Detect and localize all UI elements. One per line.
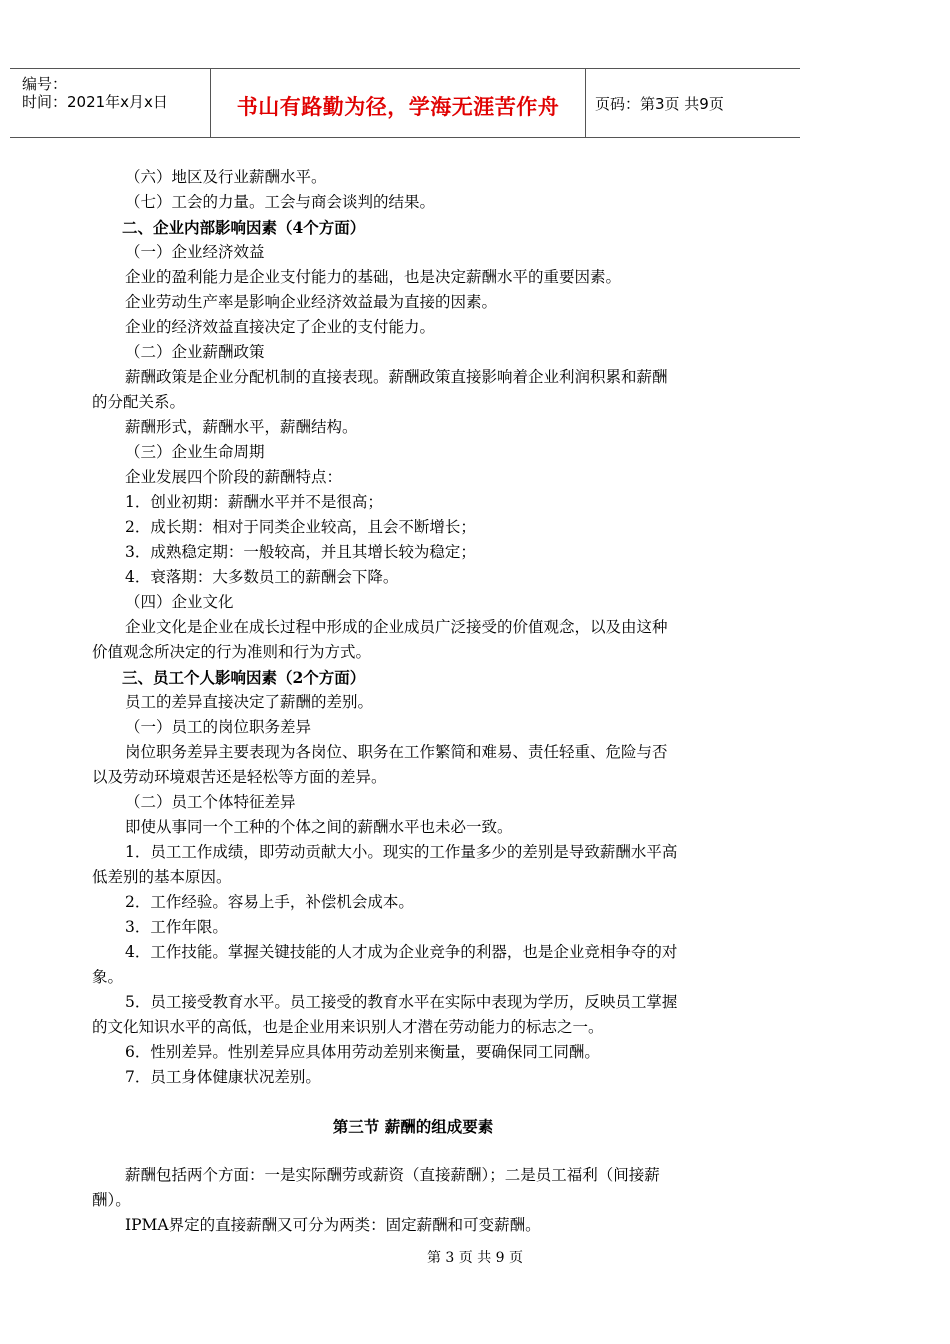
list-item: 1．创业初期：薪酬水平并不是很高； <box>125 493 383 511</box>
list-item: 4．工作技能。掌握关键技能的人才成为企业竞争的利器，也是企业竞相争夺的对 <box>125 943 678 961</box>
paragraph-line: 企业的经济效益直接决定了企业的支付能力。 <box>125 318 436 336</box>
paragraph-line: 薪酬政策是企业分配机制的直接表现。薪酬政策直接影响着企业利润积累和薪酬 <box>125 368 668 386</box>
subheading: （二）员工个体特征差异 <box>125 793 296 811</box>
paragraph-line: 酬）。 <box>92 1191 131 1209</box>
heading-individual-factors: 三、员工个人影响因素（2个方面） <box>122 668 366 687</box>
list-item: 3．工作年限。 <box>125 918 228 936</box>
header-page-info <box>585 69 800 137</box>
paragraph-line: 即使从事同一个工种的个体之间的薪酬水平也未必一致。 <box>125 818 513 836</box>
list-item: 3．成熟稳定期：一般较高，并且其增长较为稳定； <box>125 543 476 561</box>
paragraph-line: 薪酬包括两个方面：一是实际酬劳或薪资（直接薪酬）；二是员工福利（间接薪 <box>125 1166 660 1184</box>
list-item: 2．工作经验。容易上手，补偿机会成本。 <box>125 893 414 911</box>
header-meta <box>10 69 210 137</box>
paragraph-line: 价值观念所决定的行为准则和行为方式。 <box>92 643 372 661</box>
page-header <box>10 68 800 138</box>
list-item-continued: 低差别的基本原因。 <box>92 868 232 886</box>
paragraph-line: 企业发展四个阶段的薪酬特点： <box>125 468 343 486</box>
paragraph-line: 员工的差异直接决定了薪酬的差别。 <box>125 693 374 711</box>
paragraph-line: 薪酬形式，薪酬水平，薪酬结构。 <box>125 418 358 436</box>
paragraph-line: 岗位职务差异主要表现为各岗位、职务在工作繁简和难易、责任轻重、危险与否 <box>125 743 668 761</box>
paragraph-line: IPMA界定的直接薪酬又可分为两类：固定薪酬和可变薪酬。 <box>125 1216 541 1234</box>
subheading: （一）企业经济效益 <box>125 243 265 261</box>
page-info: 页码：第3页 共9页 <box>595 95 724 113</box>
subheading: （一）员工的岗位职务差异 <box>125 718 312 736</box>
list-item-continued: 的文化知识水平的高低，也是企业用来识别人才潜在劳动能力的标志之一。 <box>92 1018 604 1036</box>
paragraph-line: 的分配关系。 <box>92 393 186 411</box>
list-item: 1．员工工作成绩，即劳动贡献大小。现实的工作量多少的差别是导致薪酬水平高 <box>125 843 678 861</box>
paragraph-line: 企业的盈利能力是企业支付能力的基础，也是决定薪酬水平的重要因素。 <box>125 268 622 286</box>
header-motto-cell <box>210 69 586 137</box>
page-footer: 第 3 页 共 9 页 <box>426 1250 524 1266</box>
paragraph-line: 以及劳动环境艰苦还是轻松等方面的差异。 <box>92 768 387 786</box>
heading-internal-factors: 二、企业内部影响因素（4个方面） <box>122 218 366 237</box>
list-item: 5．员工接受教育水平。员工接受的教育水平在实际中表现为学历，反映员工掌握 <box>125 993 678 1011</box>
list-item: 4．衰落期：大多数员工的薪酬会下降。 <box>125 568 399 586</box>
paragraph-line: （六）地区及行业薪酬水平。 <box>125 168 327 186</box>
serial-label: 编号： <box>22 75 68 93</box>
motto: 书山有路勤为径，学海无涯苦作舟 <box>236 95 560 119</box>
time-label: 时间：2021年x月x日 <box>22 93 168 111</box>
list-item: 6．性别差异。性别差异应具体用劳动差别来衡量，要确保同工同酬。 <box>125 1043 600 1061</box>
section-title: 第三节 薪酬的组成要素 <box>332 1117 494 1136</box>
list-item: 7．员工身体健康状况差别。 <box>125 1068 321 1086</box>
list-item: 2．成长期：相对于同类企业较高，且会不断增长； <box>125 518 476 536</box>
paragraph-line: 企业文化是企业在成长过程中形成的企业成员广泛接受的价值观念，以及由这种 <box>125 618 668 636</box>
subheading: （三）企业生命周期 <box>125 443 265 461</box>
paragraph-line: （七）工会的力量。工会与商会谈判的结果。 <box>125 193 436 211</box>
subheading: （二）企业薪酬政策 <box>125 343 265 361</box>
list-item-continued: 象。 <box>92 968 124 986</box>
subheading: （四）企业文化 <box>125 593 234 611</box>
paragraph-line: 企业劳动生产率是影响企业经济效益最为直接的因素。 <box>125 293 498 311</box>
